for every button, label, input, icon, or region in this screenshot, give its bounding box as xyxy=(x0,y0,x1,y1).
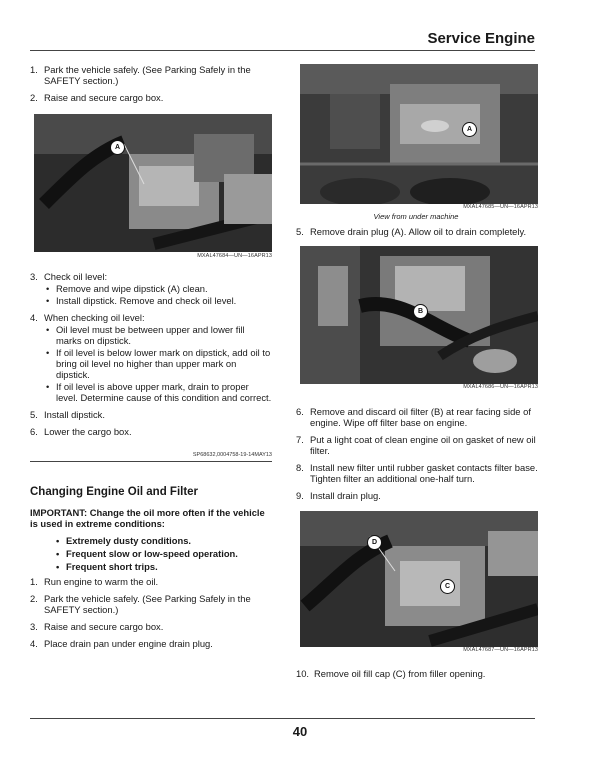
title-rule xyxy=(30,50,535,51)
important-bullet: • Extremely dusty conditions. xyxy=(54,535,272,546)
footer-rule xyxy=(30,718,535,719)
step-6: 6. Lower the cargo box. xyxy=(30,426,132,437)
important-bullet: • Frequent slow or low-speed operation. xyxy=(54,548,272,559)
callout-c: C xyxy=(440,579,455,594)
right-steps xyxy=(296,406,538,507)
underside-drain-plug-photo xyxy=(300,64,538,204)
step-2: 2. Raise and secure cargo box. xyxy=(30,92,164,103)
step-3: 3. Raise and secure cargo box. xyxy=(30,621,164,632)
step-6: 6. Remove and discard oil filter (B) at rear facing side of engine. Wipe off filter base on engine. xyxy=(296,406,531,428)
step-4-bullet: • If oil level is above upper mark, drain to proper level. Determine cause of this condition and correct. xyxy=(44,381,272,403)
figure2-caption: MXAL47685—UN—16APR13 xyxy=(463,204,538,210)
page-number: 40 xyxy=(292,724,308,739)
step-8: 8. Install new filter until rubber gasket contacts filter base. Tighten filter an additional one-half turn. xyxy=(296,462,538,484)
page-title: Service Engine xyxy=(427,30,535,47)
section-rule xyxy=(30,461,272,462)
reference-code: SP68632,0004758-19-14MAY13 xyxy=(192,452,272,458)
callout-b: B xyxy=(413,304,428,319)
step-4-bullet: • If oil level is below lower mark on dipstick, add oil to bring oil level no higher than upper mark on dipstick. xyxy=(44,347,272,380)
engine-dipstick-photo xyxy=(34,114,272,252)
step-10: 10. Remove oil fill cap (C) from filler opening. xyxy=(296,668,486,679)
important-bullet: • Frequent short trips. xyxy=(54,561,272,572)
oil-filter-photo xyxy=(300,246,538,384)
important-label: IMPORTANT: xyxy=(30,507,88,518)
step-5: 5. Install dipstick. xyxy=(30,409,105,420)
callout-d: D xyxy=(367,535,382,550)
right-step-10 xyxy=(296,668,538,685)
step-4: 4. When checking oil level: • Oil level must be between upper and lower fill marks on dipstick. • If oil level is below lower mark on dipstick, add oil to bring oil level no higher than upper mark on dipstick. • If oil level is above upper mark, drain to proper level. Determine cause of this condition and correct. xyxy=(30,312,272,403)
right-step-5 xyxy=(296,226,538,243)
step-1: 1. Run engine to warm the oil. xyxy=(30,576,159,587)
step-1: 1. Park the vehicle safely. (See Parking Safely in the SAFETY section.) xyxy=(30,64,251,86)
step-3: 3. Check oil level: • Remove and wipe dipstick (A) clean. • Install dipstick. Remove and check oil level. xyxy=(30,271,272,306)
step-3-bullet: • Install dipstick. Remove and check oil level. xyxy=(44,295,272,306)
figure4-caption: MXAL47687—UN—16APR13 xyxy=(463,647,538,653)
step-3-bullet: • Remove and wipe dipstick (A) clean. xyxy=(44,283,272,294)
step-4-bullet: • Oil level must be between upper and lower fill marks on dipstick. xyxy=(44,324,272,346)
step-5: 5. Remove drain plug (A). Allow oil to drain completely. xyxy=(296,226,527,237)
figure2-view-label: View from under machine xyxy=(373,212,459,221)
important-text: Change the oil more often if the vehicle is used in extreme conditions: xyxy=(30,507,265,529)
callout-a: A xyxy=(110,140,125,155)
step-9: 9. Install drain plug. xyxy=(296,490,381,501)
left-steps-a xyxy=(30,64,270,109)
step-7: 7. Put a light coat of clean engine oil on gasket of new oil filter. xyxy=(296,434,536,456)
figure3-caption: MXAL47686—UN—16APR13 xyxy=(463,384,538,390)
callout-a: A xyxy=(462,122,477,137)
section-heading: Changing Engine Oil and Filter xyxy=(30,486,199,498)
left-steps-c xyxy=(30,576,272,655)
important-note xyxy=(30,507,272,572)
left-steps-b xyxy=(30,271,272,443)
step-2: 2. Park the vehicle safely. (See Parking Safely in the SAFETY section.) xyxy=(30,593,251,615)
step-4: 4. Place drain pan under engine drain plug. xyxy=(30,638,213,649)
oil-fill-cap-photo xyxy=(300,511,538,647)
figure1-caption: MXAL47684—UN—16APR13 xyxy=(197,253,272,259)
